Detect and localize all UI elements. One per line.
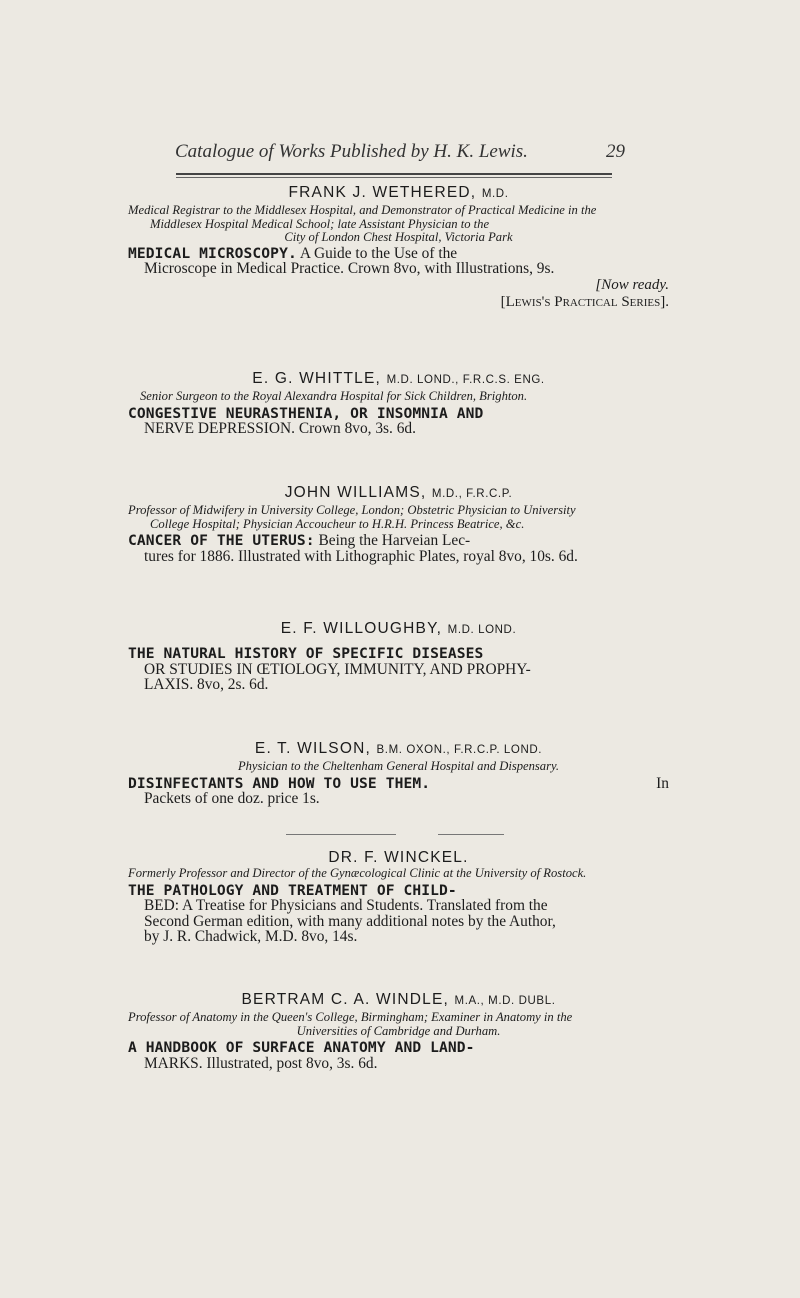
catalogue-entry-windle — [128, 990, 669, 1071]
author-name — [128, 848, 669, 867]
page-number: 29 — [606, 141, 625, 162]
book-title: CONGESTIVE NEURASTHENIA, OR INSOMNIA AND — [128, 404, 484, 422]
affiliation-line: Senior Surgeon to the Royal Alexandra Hospital for Sick Children, Brighton. — [140, 389, 528, 403]
book-description — [128, 533, 669, 549]
availability-note: [Now ready. — [595, 276, 669, 293]
book-title: THE NATURAL HISTORY OF SPECIFIC DISEASES — [128, 645, 484, 662]
description-line: LAXIS. 8vo, 2s. 6d. — [144, 676, 269, 693]
affiliation-line: Middlesex Hospital Medical School; late Assistant Physician to the — [150, 216, 490, 231]
book-title: CANCER OF THE UTERUS: — [128, 532, 315, 549]
description-line: Second German edition, with many additional notes by the Author, — [144, 912, 556, 930]
book-description — [128, 776, 669, 792]
author-degrees: M.D. LOND., F.R.C.S. ENG. — [386, 374, 545, 386]
book-description — [128, 646, 669, 662]
header-rule — [176, 173, 612, 178]
description-line: A Guide to the Use of the — [299, 244, 458, 262]
author-name — [128, 183, 669, 204]
description-line: BED: A Treatise for Physicians and Students. Translated from the — [144, 897, 548, 914]
description-line: by J. R. Chadwick, M.D. 8vo, 14s. — [144, 928, 358, 945]
section-divider — [438, 834, 504, 835]
catalogue-entry-wilson — [128, 739, 669, 807]
page-title: Catalogue of Works Published by H. K. Lewis. — [175, 141, 528, 162]
author-name — [128, 990, 669, 1011]
author-degrees: M.D., F.R.C.P. — [431, 488, 513, 500]
author-name — [128, 369, 669, 390]
author-text: JOHN WILLIAMS, — [284, 484, 427, 501]
book-description — [128, 883, 669, 899]
author-name — [128, 739, 669, 760]
author-text: E. G. WHITTLE, — [252, 370, 382, 387]
book-description — [128, 1040, 669, 1056]
affiliation-line: Universities of Cambridge and Durham. — [296, 1023, 501, 1038]
affiliation-line: Physician to the Cheltenham General Hospital and Dispensary. — [237, 759, 560, 773]
description-line: OR STUDIES IN ŒTIOLOGY, IMMUNITY, AND PROPHY- — [144, 660, 531, 678]
author-name — [128, 483, 669, 504]
book-title: MEDICAL MICROSCOPY. — [128, 244, 297, 262]
author-text: E. F. WILLOUGHBY, — [280, 620, 443, 637]
author-text: FRANK J. WETHERED, — [288, 184, 477, 201]
affiliation-line: Medical Registrar to the Middlesex Hospital, and Demonstrator of Practical Medicine in the — [128, 203, 597, 217]
description-line: Microscope in Medical Practice. Crown 8vo, with Illustrations, 9s. — [144, 260, 555, 277]
affiliation-line: Formerly Professor and Director of the Gynæcological Clinic at the University of Rostock. — [128, 866, 587, 880]
author-name — [128, 619, 669, 640]
catalogue-entry-winckel — [128, 848, 669, 945]
affiliation-line: College Hospital; Physician Accoucheur to H.R.H. Princess Beatrice, &c. — [150, 516, 525, 531]
catalogue-entry-willoughby — [128, 619, 669, 693]
description-line: MARKS. Illustrated, post 8vo, 3s. 6d. — [144, 1054, 378, 1072]
description-line: Packets of one doz. price 1s. — [144, 790, 320, 807]
catalogue-entry-wethered — [128, 183, 669, 311]
book-description — [128, 406, 669, 422]
author-degrees: B.M. OXON., F.R.C.P. LOND. — [376, 744, 543, 756]
book-title: A HANDBOOK OF SURFACE ANATOMY AND LAND- — [128, 1039, 475, 1056]
section-divider — [286, 834, 396, 835]
book-title: DISINFECTANTS AND HOW TO USE THEM. — [128, 774, 431, 792]
running-header — [175, 141, 625, 163]
author-degrees: M.A., M.D. DUBL. — [454, 995, 556, 1007]
catalogue-entry-whittle — [128, 369, 669, 437]
description-line: NERVE DEPRESSION. Crown 8vo, 3s. 6d. — [144, 420, 416, 437]
description-line: In — [656, 774, 669, 792]
author-degrees: M.D. LOND. — [447, 624, 517, 636]
description-line: tures for 1886. Illustrated with Lithographic Plates, royal 8vo, 10s. 6d. — [144, 547, 578, 565]
author-text: E. T. WILSON, — [254, 740, 371, 757]
affiliation-line: City of London Chest Hospital, Victoria Park — [284, 230, 513, 244]
book-description — [128, 246, 669, 262]
author-degrees: M.D. — [481, 188, 509, 200]
catalogue-entry-williams — [128, 483, 669, 564]
author-text: BERTRAM C. A. WINDLE, — [241, 991, 449, 1008]
affiliation-line: Professor of Anatomy in the Queen's College, Birmingham; Examiner in Anatomy in the — [128, 1010, 573, 1024]
affiliation-line: Professor of Midwifery in University College, London; Obstetric Physician to University — [128, 503, 576, 517]
book-title: THE PATHOLOGY AND TREATMENT OF CHILD- — [128, 881, 457, 899]
description-line: Being the Harveian Lec- — [318, 532, 471, 549]
author-text: DR. F. WINCKEL. — [328, 849, 469, 866]
series-note: [Lewis's Practical Series]. — [500, 293, 669, 310]
